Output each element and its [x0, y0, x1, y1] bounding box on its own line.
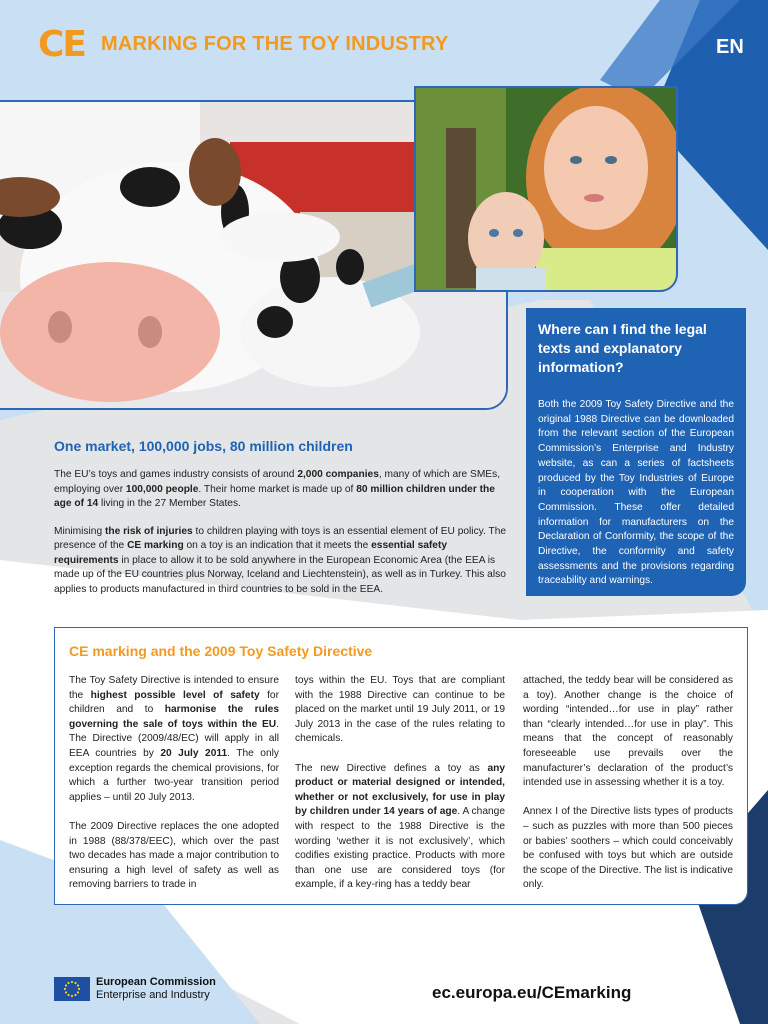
- website-url[interactable]: ec.europa.eu/CEmarking: [432, 983, 632, 1002]
- eu-flag-icon: [54, 977, 90, 1001]
- legal-box-title: Where can I find the legal texts and explanatory information?: [538, 321, 707, 375]
- market-paragraph-1: The EU’s toys and games industry consists of around 2,000 companies, many of which are SMEs, employing over 100,000 people. Their home market is made up of 80 million children under the age of 14 living in the 27 Member States.: [54, 469, 501, 509]
- page-title: MARKING FOR THE TOY INDUSTRY: [101, 32, 449, 55]
- directive-box: [54, 627, 748, 905]
- market-section: [54, 438, 508, 610]
- market-heading: One market, 100,000 jobs, 80 million children: [54, 438, 353, 454]
- directive-paragraph: toys within the EU. Toys that are compliant with the 1988 Directive can continue to be placed on the market until 19 July 2011, or 19 July 2013 in the case of the rules relating to chemicals.: [295, 675, 505, 745]
- org-department: Enterprise and Industry: [96, 989, 210, 1001]
- directive-column-1: [69, 674, 279, 908]
- header: [38, 24, 448, 64]
- directive-paragraph: The Toy Safety Directive is intended to ensure the highest possible level of safety for children and to harmonise the rules governing the sale of toys within the EU. The Directive (2009/48/EC) will apply in all EEA countries by 20 July 2011. The only exception regards the chemical provisions, for which a further two-year transition period applies – until 20 July 2013.: [69, 675, 279, 803]
- directive-column-3: [523, 674, 733, 908]
- legal-box-body: Both the 2009 Toy Safety Directive and the original 1988 Directive can be downloaded from the relevant section of the European Commission’s Enterprise and Industry website, as can a series of factsheets produced by the Toy Industries of Europe in cooperation with the European Commission. These offer detailed information for manufacturers on the Declaration of Conformity, the scope of the Directive, the conformity and safety assessments and the provisions regarding traceability and warnings.: [538, 399, 734, 587]
- directive-paragraph: The 2009 Directive replaces the one adopted in 1988 (88/378/EEC), which over the past two decades has made a major contribution to ensuring a high level of safety as well as removing barriers to trade in: [69, 820, 279, 891]
- legal-texts-info-box: [526, 308, 746, 596]
- directive-heading: CE marking and the 2009 Toy Safety Directive: [69, 643, 373, 659]
- girl-with-doll-photo: [414, 86, 678, 292]
- directive-paragraph: The new Directive defines a toy as any product or material designed or intended, whether or not exclusively, for use in play by children under 14 years of age. A change with respect to the 1988 Directive is the wording ‘wether it is not exclusively’, which codifies existing practice. Products with more than one use are considered toys (for example, if a key-ring has a teddy bear: [295, 762, 505, 891]
- ec-text: [96, 976, 216, 1002]
- directive-column-2: [295, 674, 505, 908]
- directive-paragraph: attached, the teddy bear will be considered as a toy). Another change is the choice of wording “intended…for use in play” rather than “clearly intended…for use in play”. This means that the concept of reasonably foreseeable use prevails over the manufacturer’s declaration of the product’s intended use in assessing whether it is a toy.: [523, 675, 733, 789]
- language-badge: EN: [716, 36, 744, 58]
- ce-mark-logo: CE: [38, 23, 86, 65]
- girl-with-doll-image: [416, 88, 676, 290]
- directive-paragraph: Annex I of the Directive lists types of products – such as puzzles with more than 500 pieces or babies’ soothers – which could conceivably be confused with toys but which are outside the scope of the Directive. The list is indicative only.: [523, 806, 733, 891]
- org-name: European Commission: [96, 976, 216, 988]
- european-commission-logo: [54, 976, 216, 1002]
- market-paragraph-2: Minimising the risk of injuries to children playing with toys is an essential element of EU policy. The presence of the CE marking on a toy is an indication that it meets the essential safety requirements in place to allow it to be sold anywhere in the European Economic Area (the EEA is made up of the EU countries plus Norway, Iceland and Liechtenstein), as well as in Turkey. This also applies to products manufactured in third countries to be sold in the EEA.: [54, 525, 507, 595]
